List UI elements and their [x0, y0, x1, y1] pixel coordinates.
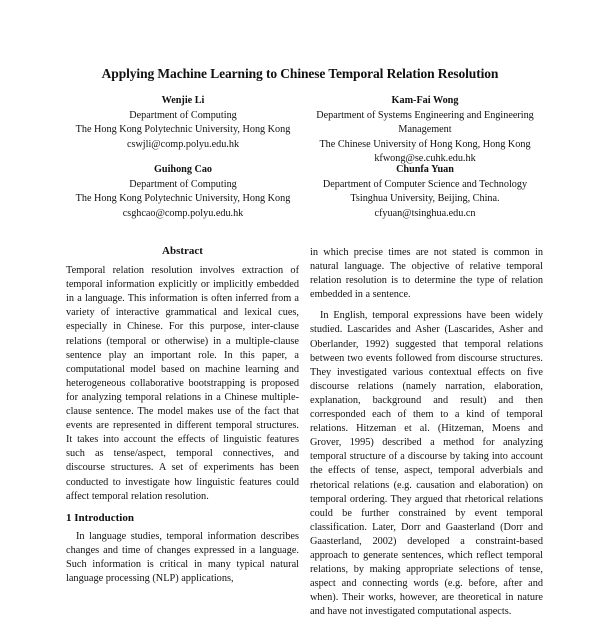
- author-email: cfyuan@tsinghua.edu.cn: [374, 207, 476, 219]
- right-column: [310, 246, 543, 626]
- author-institution: The Hong Kong Polytechnic University, Hong Kong: [75, 193, 291, 205]
- author-department: Department of Computing: [129, 178, 237, 190]
- left-column: [66, 244, 299, 593]
- author-email: kfwong@se.cuhk.edu.hk: [374, 153, 476, 165]
- introduction-paragraph: In language studies, temporal information describes changes and time of changes expressed in a language. Such information is critical in many typical natural language processing (NLP) applications,: [66, 530, 299, 585]
- author-institution: Tsinghua University, Beijing, China.: [350, 193, 500, 205]
- author-department: Department of Systems Engineering and Engineering Management: [316, 109, 534, 136]
- body-paragraph: In English, temporal expressions have been widely studied. Lascarides and Asher (Lascarides, Asher and Oberlander, 1992) suggested that temporal relations between two events followed from discourse structures. They investigated various contextual effects on five discourse relations (namely narration, elaboration, explanation, background and result) and then corresponded each of them to a kind of temporal relations. Hitzeman et al. (Hitzeman, Moens and Grover, 1995) described a method for analyzing temporal structure of a discourse by taking into account the effects of tense, aspect, temporal adverbials and rhetorical relations (e.g. causation and elaboration) on temporal ordering. They argued that rhetorical relations could be further constrained by event temporal classification. Later, Dorr and Gaasterland (Dorr and Gaasterland, 2002) developed a constraint-based approach to generate sentences, which reflect temporal relations, by making appropriate selections of tense, aspect and connecting words (e.g. before, after and when). Their works, however, are theoretical in nature and have not investigated computational aspects.: [310, 310, 543, 618]
- author-name: Wenjie Li: [161, 95, 205, 106]
- introduction-heading: 1 Introduction: [66, 511, 134, 524]
- author-institution: The Hong Kong Polytechnic University, Hong Kong: [75, 124, 291, 136]
- author-department: Department of Computing: [129, 109, 237, 121]
- abstract-heading: Abstract: [162, 245, 203, 257]
- author-email: cswjli@comp.polyu.edu.hk: [126, 138, 240, 150]
- author-name: Chunfa Yuan: [396, 164, 454, 175]
- paper-title: Applying Machine Learning to Chinese Temporal Relation Resolution: [101, 66, 499, 81]
- author-email: csghcao@comp.polyu.edu.hk: [122, 207, 244, 219]
- author-block: [300, 163, 550, 221]
- author-institution: The Chinese University of Hong Kong, Hong Kong: [319, 138, 531, 150]
- author-block: [300, 94, 550, 167]
- author-department: Department of Computer Science and Technology: [322, 178, 528, 190]
- author-block: [58, 163, 308, 221]
- author-block: [58, 94, 308, 152]
- author-name: Guihong Cao: [153, 164, 213, 175]
- body-paragraph: in which precise times are not stated is common in natural language. The objective of relative temporal relation resolution is to determine the type of relation embedded in a sentence.: [310, 247, 543, 301]
- abstract-text: Temporal relation resolution involves extraction of temporal information explicitly or implicitly embedded in a language. This information is often inferred from a variety of interactive grammatical and lexical cues, especially in Chinese. For this purpose, inter-clause relations (temporal or otherwise) in a multiple-clause sentence play an important role. In this paper, a computational model based on machine learning and heterogeneous collaborative bootstrapping is proposed for analyzing temporal relations in a Chinese multiple-clause sentence. The model makes use of the fact that events are represented in different temporal structures. It takes into account the effects of linguistic features such as tense/aspect, temporal connectives, and discourse structures. A set of experiments has been conducted to investigate how linguistic features could affect temporal relation resolution.: [66, 265, 299, 502]
- author-name: Kam-Fai Wong: [391, 95, 459, 106]
